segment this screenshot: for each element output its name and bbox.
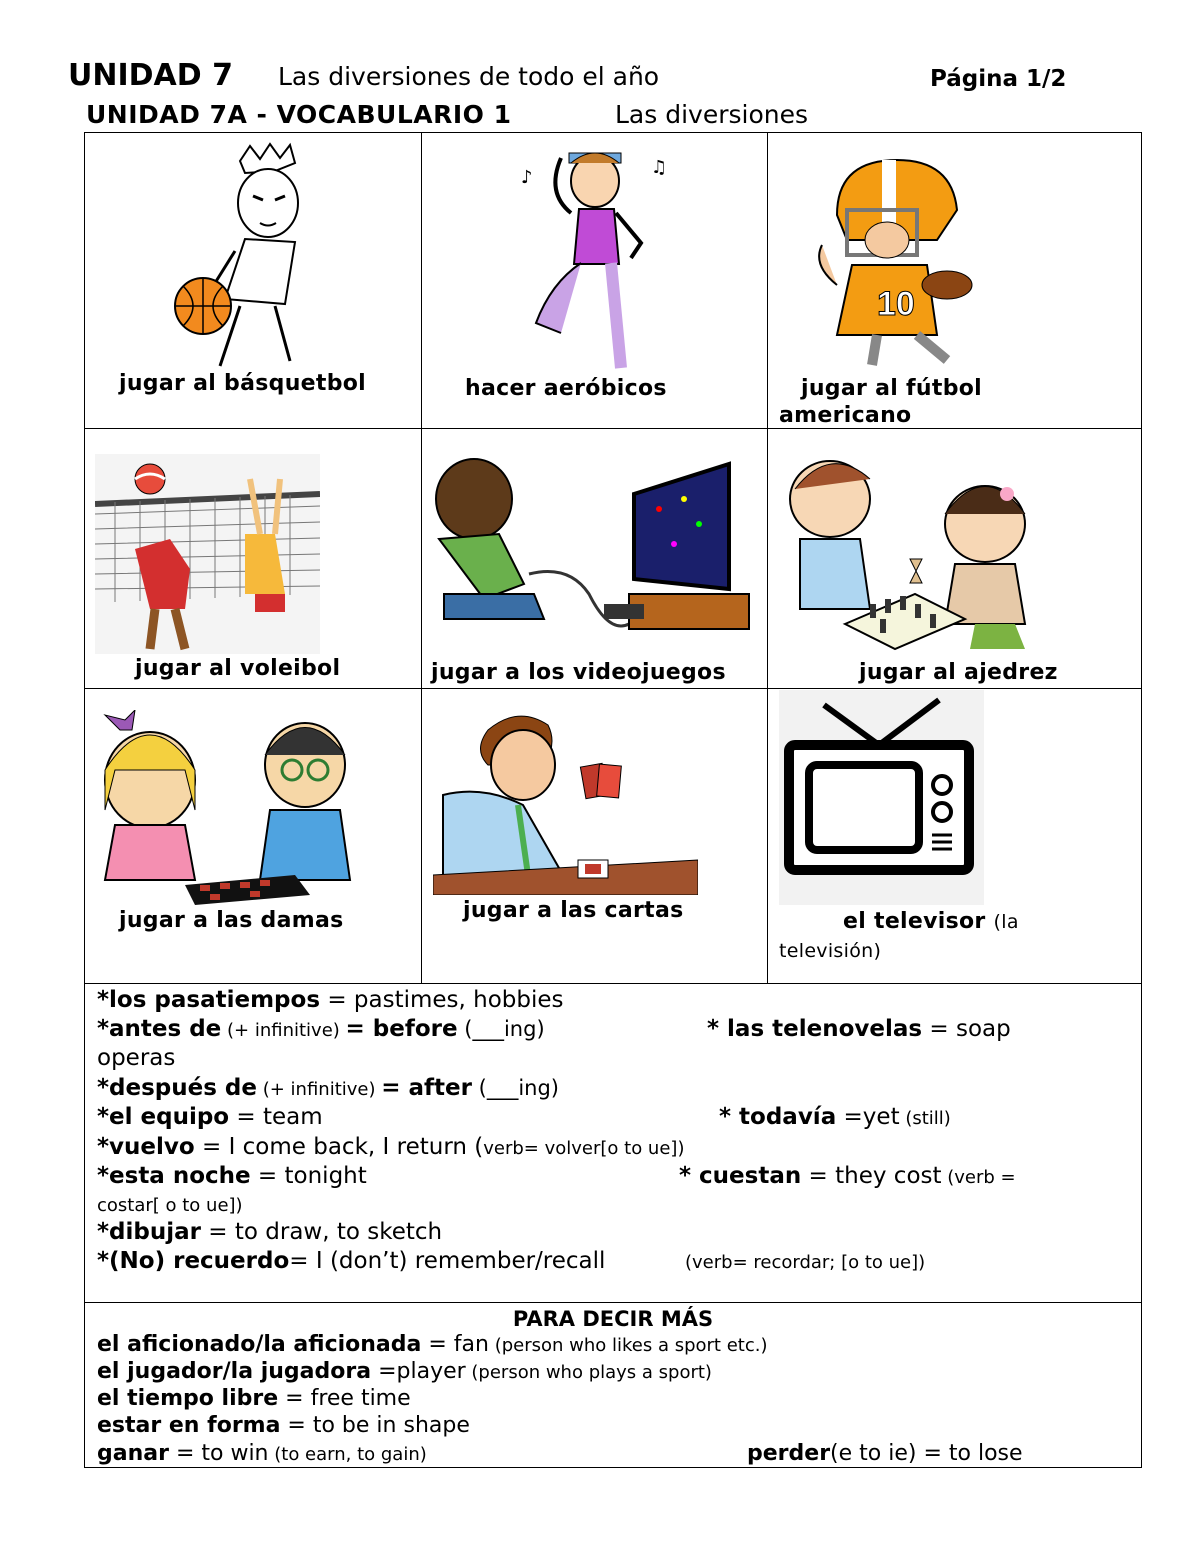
svg-text:♪: ♪ [521, 167, 533, 188]
more-line: el tiempo libre = free time [97, 1386, 411, 1411]
football-player-icon [807, 155, 997, 370]
card-label: jugar a las damas [119, 908, 344, 933]
vocab-line: *dibujar = to draw, to sketch [97, 1219, 443, 1245]
aerobics-dancer-icon [501, 143, 691, 378]
unit-heading: UNIDAD 7 [68, 58, 233, 93]
card-label-line2: americano [779, 403, 912, 428]
vocab-line: * las telenovelas = soap [707, 1016, 1011, 1042]
card-volleyball [85, 428, 421, 688]
page-number: Página 1/2 [930, 66, 1067, 92]
tv-note: (la [993, 911, 1019, 933]
card-aerobics [421, 133, 767, 428]
card-label: jugar al voleibol [135, 656, 341, 681]
vocab-line: *el equipo = team [97, 1104, 323, 1130]
card-basketball [85, 133, 421, 428]
tv-note-line2: televisión) [779, 940, 882, 962]
card-checkers [85, 688, 421, 985]
vocab-line: costar[ o to ue]) [97, 1195, 243, 1216]
vocab-line: *después de (+ infinitive) = after (___ing) [97, 1075, 560, 1101]
checkers-players-icon [95, 710, 360, 910]
basketball-player-icon [145, 141, 365, 371]
card-label: hacer aeróbicos [465, 376, 667, 401]
vocab-line: * cuestan = they cost (verb = [679, 1163, 1016, 1189]
card-chess [767, 428, 1141, 688]
card-videogames [421, 428, 767, 688]
card-label: jugar al fútbol [801, 376, 983, 401]
card-label: jugar al ajedrez [859, 660, 1058, 685]
video-game-player-icon [429, 454, 754, 639]
para-decir-mas-box [84, 1302, 1142, 1468]
more-line: perder(e to ie) = to lose [747, 1441, 1023, 1466]
vocabulary-list [84, 983, 1142, 1303]
vocab-line: *esta noche = tonight [97, 1163, 367, 1189]
card-label [843, 909, 1019, 934]
card-cards [421, 688, 767, 985]
vocab-line: *(No) recuerdo= I (don’t) remember/recall [97, 1248, 606, 1274]
unit-title: Las diversiones de todo el año [278, 62, 660, 91]
card-television [767, 688, 1141, 985]
card-label: jugar al básquetbol [119, 371, 366, 396]
more-line: el aficionado/la aficionada = fan (person who likes a sport etc.) [97, 1332, 768, 1357]
vocab-line: *vuelvo = I come back, I return (verb= volver[o to ue]) [97, 1134, 685, 1160]
card-label: jugar a los videojuegos [431, 660, 726, 685]
vocab-line: *antes de (+ infinitive) = before (___ing) [97, 1016, 545, 1042]
card-american-football [767, 133, 1141, 428]
vocab-line: operas [97, 1045, 176, 1071]
vocab-line: (verb= recordar; [o to ue]) [685, 1252, 926, 1273]
vocab-line: * todavía =yet (still) [719, 1104, 951, 1130]
more-line: estar en forma = to be in shape [97, 1413, 470, 1438]
chess-players-icon [785, 454, 1040, 654]
svg-text:♫: ♫ [651, 157, 668, 178]
volleyball-players-icon [95, 454, 320, 654]
card-player-icon [433, 710, 698, 895]
vocab-line: *los pasatiempos = pastimes, hobbies [97, 987, 564, 1013]
television-icon [779, 690, 984, 905]
tv-term: el televisor [843, 909, 986, 934]
card-label: jugar a las cartas [463, 898, 684, 923]
vocabulary-picture-grid [84, 132, 1142, 984]
subunit-heading: UNIDAD 7A - VOCABULARIO 1 [86, 100, 512, 129]
section-title: PARA DECIR MÁS [512, 1307, 714, 1331]
card-label-line2 [779, 938, 881, 963]
svg-text:10: 10 [877, 285, 915, 323]
more-line: ganar = to win (to earn, to gain) [97, 1441, 427, 1466]
more-line: el jugador/la jugadora =player (person who plays a sport) [97, 1359, 712, 1384]
subunit-title: Las diversiones [615, 100, 809, 129]
